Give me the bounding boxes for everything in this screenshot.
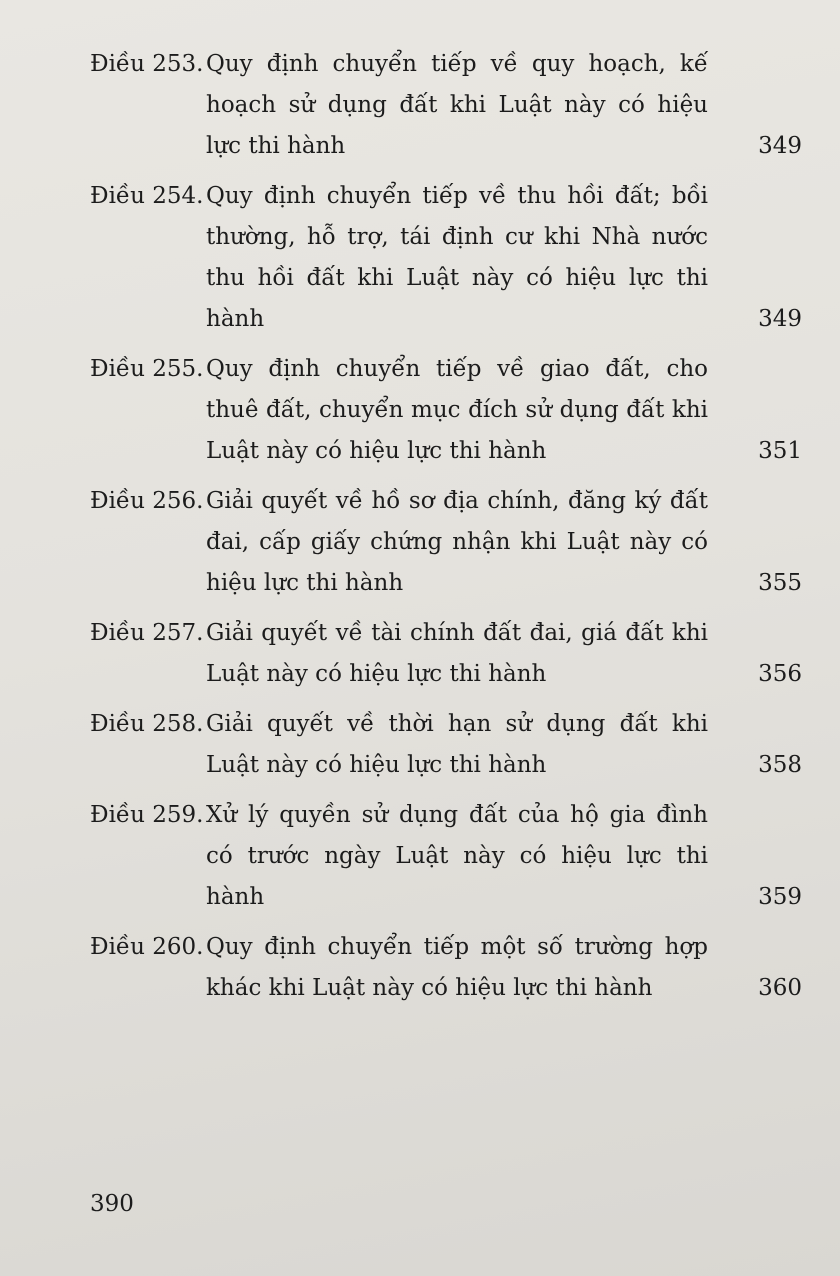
article-title: Quy định chuyển tiếp về quy hoạch, kế hoạch sử dụng đất khi Luật này có hiệu lực thi hành [206,51,708,159]
article-title: Giải quyết về thời hạn sử dụng đất khi Luật này có hiệu lực thi hành [206,711,708,778]
page-reference: 359 [758,884,802,910]
toc-entry-259 [90,795,806,918]
table-of-contents [90,44,806,1018]
article-number: Điều 256. [90,488,204,514]
page-reference: 360 [758,975,802,1001]
article-title: Quy định chuyển tiếp một số trường hợp khác khi Luật này có hiệu lực thi hành [206,934,708,1001]
page-reference: 355 [758,570,802,596]
article-title: Giải quyết về hồ sơ địa chính, đăng ký đất đai, cấp giấy chứng nhận khi Luật này có hiệu lực thi hành [206,488,708,596]
toc-entry-258 [90,704,806,786]
article-title: Quy định chuyển tiếp về thu hồi đất; bồi thường, hỗ trợ, tái định cư khi Nhà nước thu hồi đất khi Luật này có hiệu lực thi hành [206,183,708,332]
page-number: 390 [90,1191,134,1217]
toc-entry-260 [90,927,806,1009]
article-number: Điều 254. [90,183,204,209]
article-title: Xử lý quyền sử dụng đất của hộ gia đình có trước ngày Luật này có hiệu lực thi hành [206,802,708,910]
page-reference: 351 [758,438,802,464]
toc-entry-255 [90,349,806,472]
page-reference: 358 [758,752,802,778]
page-reference: 349 [758,306,802,332]
page-reference: 349 [758,133,802,159]
toc-entry-257 [90,613,806,695]
article-number: Điều 257. [90,620,204,646]
article-title: Quy định chuyển tiếp về giao đất, cho thuê đất, chuyển mục đích sử dụng đất khi Luật này có hiệu lực thi hành [206,356,708,464]
article-number: Điều 255. [90,356,204,382]
article-number: Điều 260. [90,934,204,960]
toc-entry-253 [90,44,806,167]
page-reference: 356 [758,661,802,687]
toc-entry-254 [90,176,806,340]
article-title: Giải quyết về tài chính đất đai, giá đất khi Luật này có hiệu lực thi hành [206,620,708,687]
article-number: Điều 258. [90,711,204,737]
article-number: Điều 253. [90,51,204,77]
toc-entry-256 [90,481,806,604]
article-number: Điều 259. [90,802,204,828]
